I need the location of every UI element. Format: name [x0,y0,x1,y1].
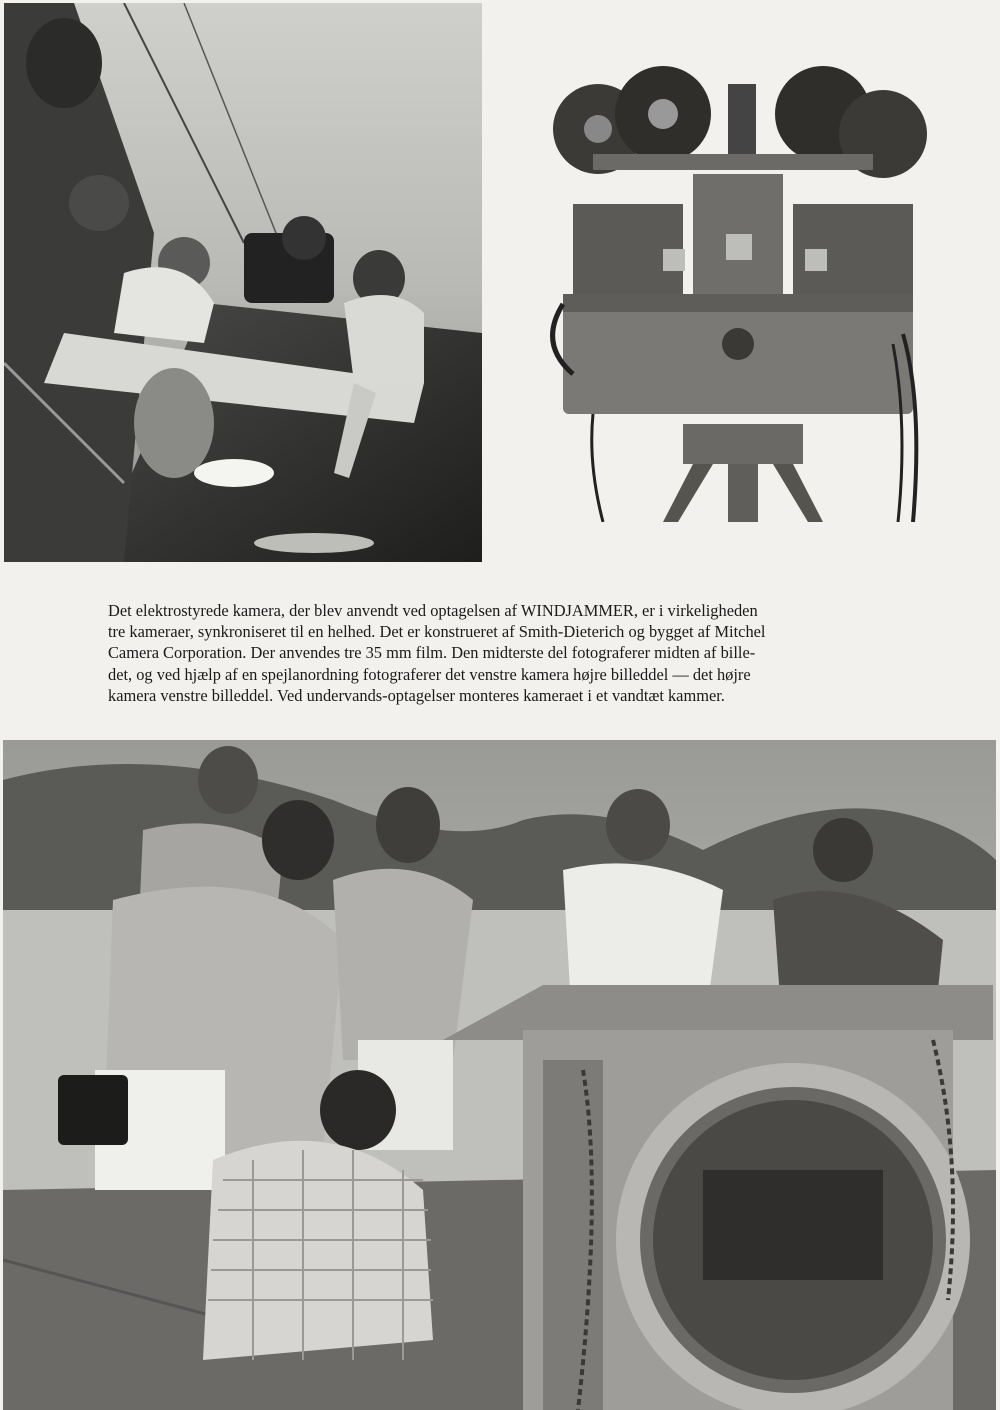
photo-film-crew-on-ship-image [4,3,482,562]
caption-line: kamera venstre billeddel. Ved undervands-optagelser monteres kameraet i et vandtæt kammer. [108,685,725,705]
caption-line: det, og ved hjælp af en spejlanordning fotograferer det venstre kamera højre billeddel — det højre [108,664,751,684]
photo-caption [108,600,868,706]
photo-three-camera-rig-image [543,44,933,522]
caption-line: Det elektrostyrede kamera, der blev anvendt ved optagelsen af WINDJAMMER, er i virkeligheden [108,601,758,620]
photo-film-crew-on-ship [4,3,482,562]
photo-crew-with-underwater-housing-image [3,740,996,1410]
caption-line: tre kameraer, synkroniseret til en helhed. Det er konstrueret af Smith-Dieterich og bygget af Mitchel [108,622,766,642]
photo-three-camera-rig [543,44,933,522]
photo-crew-with-underwater-housing [3,740,996,1410]
caption-line: Camera Corporation. Der anvendes tre 35 mm film. Den midterste del fotograferer midten af bille- [108,643,756,663]
